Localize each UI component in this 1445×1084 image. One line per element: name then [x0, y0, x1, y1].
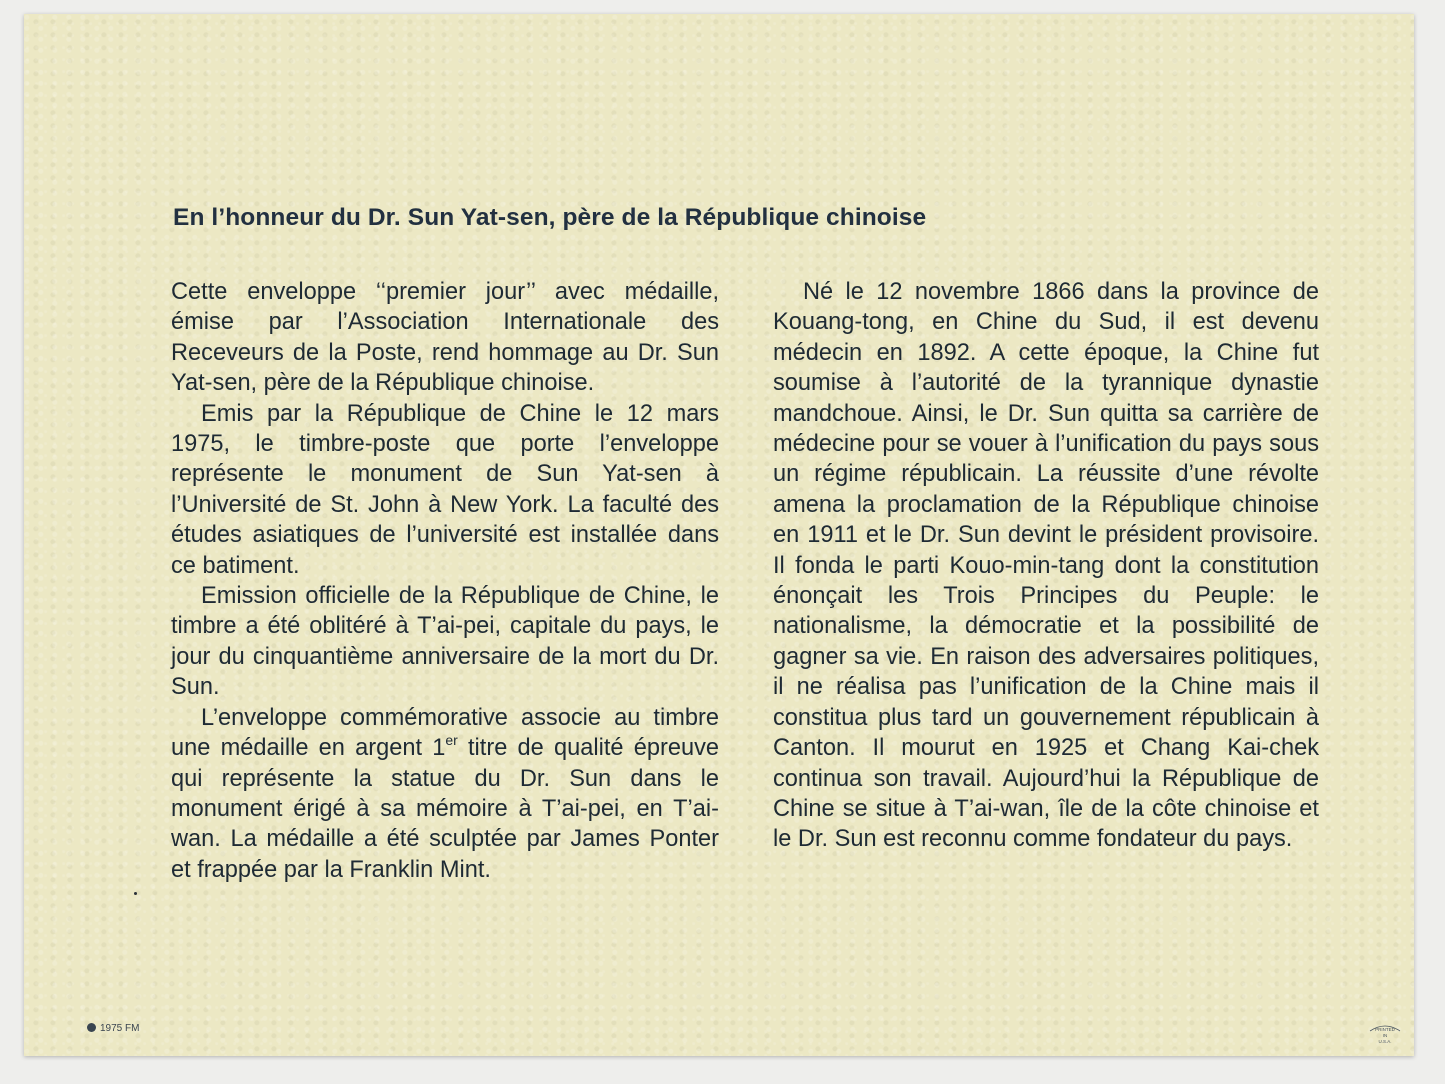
ink-speck: [134, 892, 137, 895]
svg-text:IN: IN: [1382, 1033, 1388, 1038]
union-label-logo: [1367, 1022, 1403, 1046]
document-card: [24, 14, 1414, 1056]
ordinal-superscript: er: [445, 732, 458, 749]
paragraph-cancellation: Emission officielle de la République de Chine, le timbre a été oblitéré à T’ai-pei, capitale du pays, le jour du cinquantième anniversaire de la mort du Dr. Sun.: [171, 583, 719, 701]
paragraph-medal: [171, 703, 719, 885]
right-column: [773, 277, 1319, 855]
copyright-icon: [87, 1023, 96, 1032]
paragraph-stamp: Emis par la République de Chine le 12 mars 1975, le timbre-poste que porte l’enveloppe représente le monument de Sun Yat-sen à l’Université de St. John à New York. La faculté des études asiatiques de l’université est installée dans ce batiment.: [171, 400, 719, 579]
svg-text:PRINTED: PRINTED: [1375, 1027, 1395, 1032]
svg-text:U.S.A.: U.S.A.: [1378, 1039, 1392, 1044]
paragraph-intro: Cette enveloppe ‘‘premier jour’’ avec médaille, émise par l’Association Internationale des Receveurs de la Poste, rend hommage au Dr. Sun Yat-sen, père de la République chinoise.: [171, 279, 719, 397]
document-title: En l’honneur du Dr. Sun Yat-sen, père de la République chinoise: [173, 204, 927, 231]
medal-text-end: titre de qualité épreuve qui représente la statue du Dr. Sun dans le monument érigé à sa mémoire à T’ai-pei, en T’ai-wan. La médaille a été sculptée par James Ponter et frappée par la Franklin Mint.: [171, 735, 719, 883]
copyright-text: 1975 FM: [100, 1023, 140, 1034]
copyright-notice: [87, 1023, 139, 1034]
medal-text-start: L’enveloppe commémorative associe au timbre une médaille en argent 1: [171, 704, 719, 762]
paragraph-biography: Né le 12 novembre 1866 dans la province de Kouang-tong, en Chine du Sud, il est devenu médecin en 1892. A cette époque, la Chine fut soumise à l’autorité de la tyrannique dynastie mandchoue. Ainsi, le Dr. Sun quitta sa carrière de médecine pour se vouer à l’unification du pays sous un régime républicain. La réussite d’une révolte amena la proclamation de la République chinoise en 1911 et le Dr. Sun devint le président provisoire. Il fonda le parti Kouo-min-tang dont la constitution énonçait les Trois Principes du Peuple: le nationalisme, la démocratie et la possibilité de gagner sa vie. En raison des adversaires politiques, il ne réalisa pas l’unification de la Chine mais il constitua plus tard un gouvernement républicain à Canton. Il mourut en 1925 et Chang Kai-chek continua son travail. Aujourd’hui la République de Chine se situe à T’ai-wan, île de la côte chinoise et le Dr. Sun est reconnu comme fondateur du pays.: [773, 279, 1319, 853]
left-column: [171, 277, 719, 885]
